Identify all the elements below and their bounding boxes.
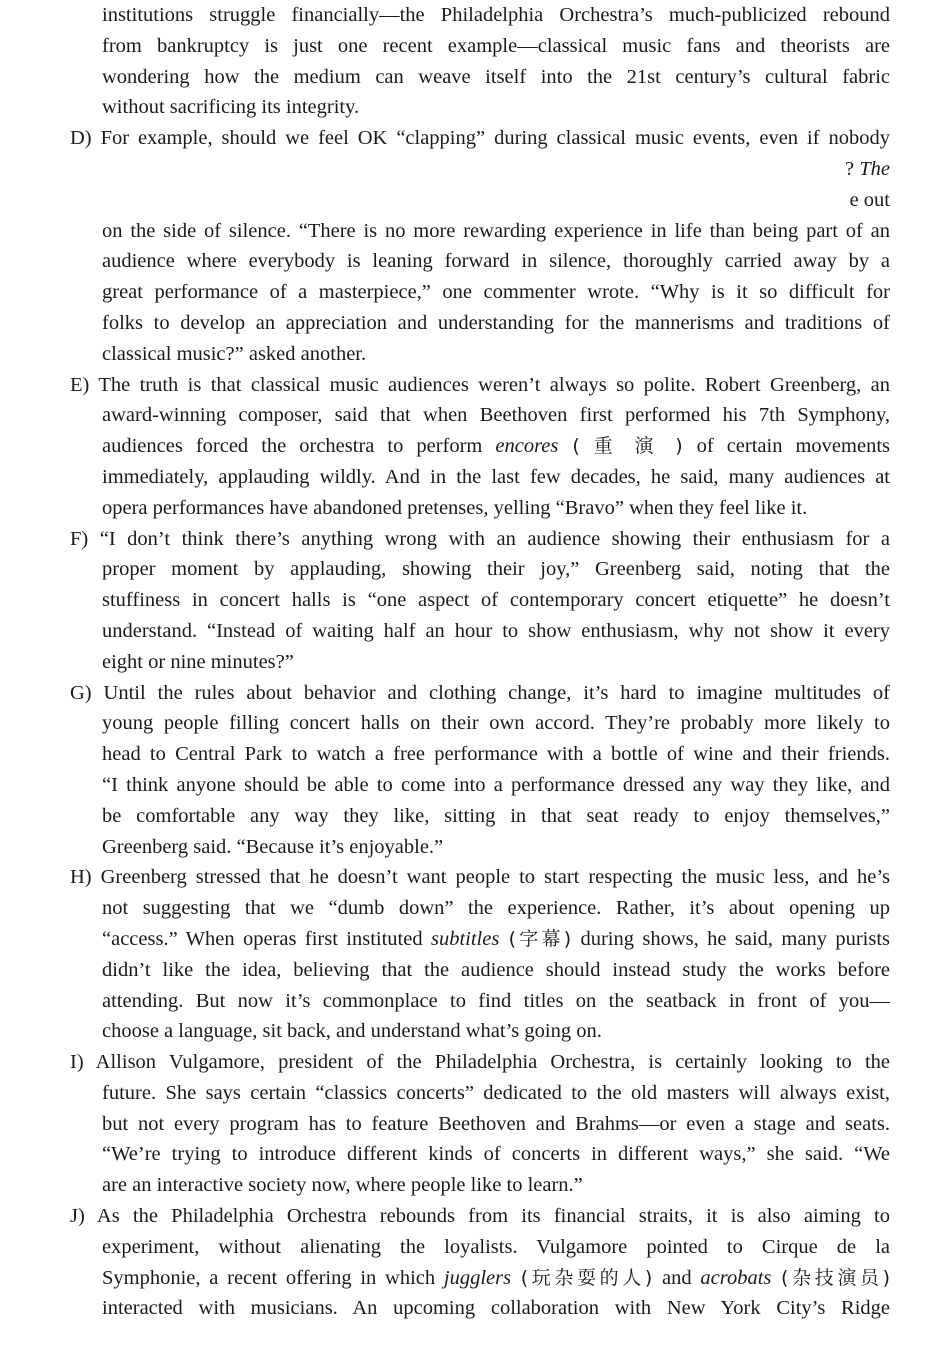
text-line: audience where everybody is leaning forward in silence, thoroughly carried away by a	[102, 250, 890, 273]
text-fragment: “access.” When operas first instituted	[102, 927, 431, 950]
text-line: understand. “Instead of waiting half an hour to show enthusiasm, why not show it every	[102, 619, 890, 642]
text-line: wondering how the medium can weave itself into the 21st century’s cultural fabric	[102, 65, 890, 88]
chinese-gloss: (杂技演员)	[771, 1266, 890, 1289]
paragraph-i	[70, 1047, 890, 1201]
text-line: J) As the Philadelphia Orchestra rebounds from its financial straits, it is also aiming to	[70, 1205, 890, 1228]
text-line: experiment, without alienating the loyalists. Vulgamore pointed to Cirque de la	[102, 1235, 890, 1258]
text-line: without sacrificing its integrity.	[102, 96, 360, 119]
text-line: interacted with musicians. An upcoming collaboration with New York City’s Ridge	[102, 1297, 890, 1320]
text-fragment: during shows, he said, many purists	[580, 927, 890, 950]
text-line: opera performances have abandoned pretenses, yelling “Bravo” when they feel like it.	[102, 496, 808, 519]
text-line: I) Allison Vulgamore, president of the Philadelphia Orchestra, is certainly looking to the	[70, 1051, 890, 1074]
chinese-gloss: (玩杂耍的人)	[511, 1266, 663, 1289]
text-line: choose a language, sit back, and understand what’s going on.	[102, 1020, 602, 1043]
paragraph-g	[70, 678, 890, 863]
glossed-word: encores	[495, 435, 559, 458]
text-fragment: of certain movements	[696, 435, 890, 458]
text-line: “I think anyone should be able to come into a performance dressed any way they like, and	[102, 773, 890, 796]
text-line: D) For example, should we feel OK “clapping” during classical music events, even if nobody	[70, 127, 890, 150]
glossed-word: jugglers	[443, 1266, 512, 1289]
text-line: F) “I don’t think there’s anything wrong with an audience showing their enthusiasm for a	[70, 527, 890, 550]
text-line: on the side of silence. “There is no more rewarding experience in life than being part of an	[102, 219, 890, 242]
chinese-gloss: (字幕)	[499, 927, 581, 950]
text-line: eight or nine minutes?”	[102, 650, 294, 673]
text-line: e out	[849, 188, 890, 211]
paragraph-j	[70, 1201, 890, 1324]
text-line	[70, 154, 890, 185]
text-fragment-italic: The	[859, 157, 890, 180]
text-fragment: Symphonie, a recent offering in which	[102, 1266, 444, 1289]
text-fragment: ?	[845, 157, 860, 180]
text-line: H) Greenberg stressed that he doesn’t want people to start respecting the music less, and he’s	[70, 866, 890, 889]
text-line: be comfortable any way they like, sitting in that seat ready to enjoy themselves,”	[102, 804, 890, 827]
text-line: stuffiness in concert halls is “one aspect of contemporary concert etiquette” he doesn’t	[102, 589, 890, 612]
text-line: proper moment by applauding, showing their joy,” Greenberg said, noting that the	[102, 558, 890, 581]
text-line: G) Until the rules about behavior and clothing change, it’s hard to imagine multitudes of	[70, 681, 890, 704]
text-line	[70, 924, 890, 955]
text-line: head to Central Park to watch a free performance with a bottle of wine and their friends.	[102, 743, 890, 766]
glossed-word: acrobats	[700, 1266, 772, 1289]
text-line: not suggesting that we “dumb down” the experience. Rather, it’s about opening up	[102, 897, 890, 920]
text-line: immediately, applauding wildly. And in the last few decades, he said, many audiences at	[102, 465, 890, 488]
text-line: Greenberg said. “Because it’s enjoyable.”	[102, 835, 444, 858]
chinese-gloss: ( 重 演 )	[558, 435, 697, 458]
paragraph-d	[70, 123, 890, 369]
text-fragment: audiences forced the orchestra to perform	[102, 435, 496, 458]
text-line: attending. But now it’s commonplace to find titles on the seatback in front of you—	[102, 989, 890, 1012]
text-fragment: and	[662, 1266, 701, 1289]
text-line: are an interactive society now, where people like to learn.”	[102, 1174, 583, 1197]
text-line: classical music?” asked another.	[102, 342, 367, 365]
text-line: from bankruptcy is just one recent example—classical music fans and theorists are	[102, 34, 890, 57]
text-line: didn’t like the idea, believing that the audience should instead study the works before	[102, 958, 890, 981]
text-line	[70, 431, 890, 462]
paragraph-e	[70, 370, 890, 524]
document-page	[70, 0, 890, 1324]
text-line: great performance of a masterpiece,” one commenter wrote. “Why is it so difficult for	[102, 281, 890, 304]
paragraph-h	[70, 862, 890, 1047]
paragraph-c-continuation	[70, 0, 890, 123]
paragraph-f	[70, 524, 890, 678]
text-line: award-winning composer, said that when Beethoven first performed his 7th Symphony,	[102, 404, 890, 427]
text-line: E) The truth is that classical music audiences weren’t always so polite. Robert Greenberg, an	[70, 373, 890, 396]
text-line	[70, 1263, 890, 1294]
text-line: institutions struggle financially—the Philadelphia Orchestra’s much-publicized rebound	[102, 4, 890, 26]
text-line: future. She says certain “classics concerts” dedicated to the old masters will always exist,	[102, 1081, 890, 1104]
glossed-word: subtitles	[430, 927, 500, 950]
text-line: but not every program has to feature Beethoven and Brahms—or even a stage and seats.	[102, 1112, 890, 1135]
text-line: folks to develop an appreciation and understanding for the mannerisms and traditions of	[102, 311, 890, 334]
text-line: “We’re trying to introduce different kinds of concerts in different ways,” she said. “We	[102, 1143, 890, 1166]
text-line: young people filling concert halls on their own accord. They’re probably more likely to	[102, 712, 890, 735]
